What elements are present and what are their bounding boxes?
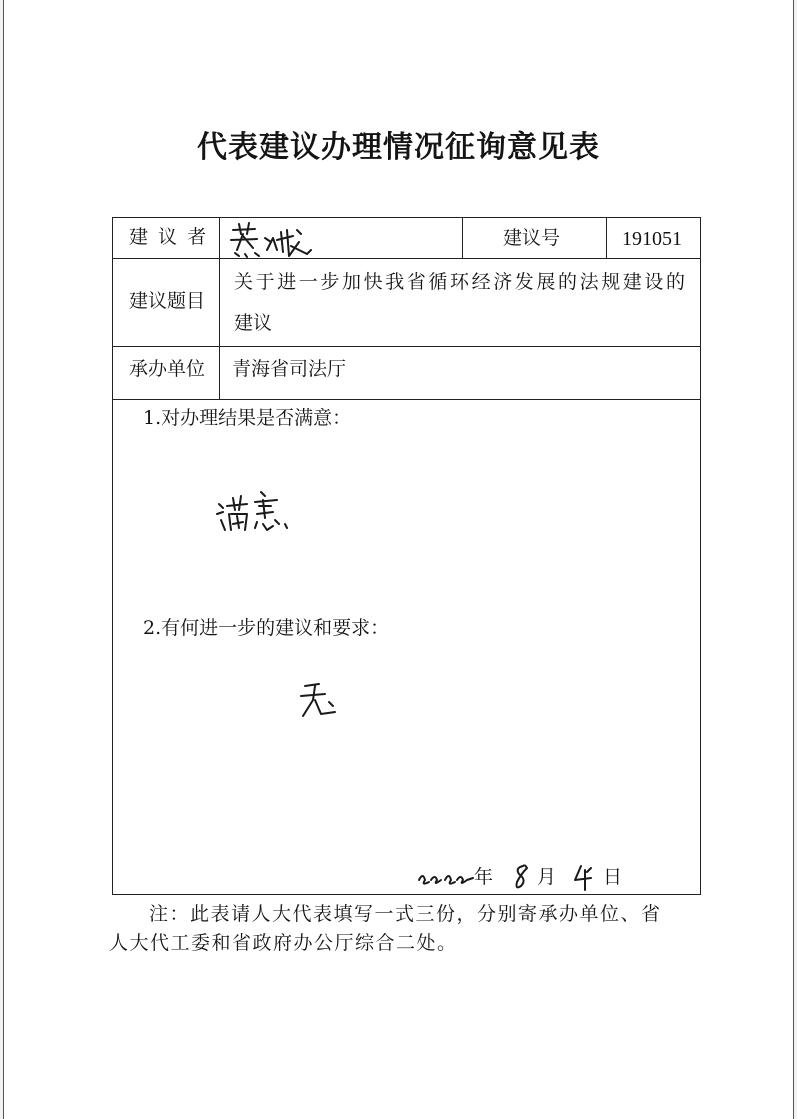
number-value: 191051 (622, 228, 682, 250)
question-1: 1.对办理结果是否满意： (143, 407, 352, 429)
document-page (3, 0, 794, 1119)
proposer-label: 建 议 者 (129, 226, 209, 248)
footnote-line-2: 人大代工委和省政府办公厅综合二处。 (109, 932, 458, 954)
date-month-handwriting (511, 862, 533, 892)
row-divider (113, 346, 700, 347)
row-divider (113, 258, 700, 259)
date-year-handwriting (417, 866, 477, 890)
unit-value: 青海省司法厅 (232, 358, 347, 380)
column-divider (219, 218, 220, 399)
row-divider (113, 399, 700, 400)
form-title: 代表建议办理情况征询意见表 (197, 130, 600, 165)
topic-line-1: 关于进一步加快我省循环经济发展的法规建设的 (234, 271, 688, 293)
date-month-suffix: 月 (537, 866, 557, 888)
answer-2-handwriting (295, 678, 345, 722)
column-divider (462, 218, 463, 258)
unit-label: 承办单位 (129, 358, 206, 380)
column-divider (606, 218, 607, 258)
topic-line-2: 建议 (234, 312, 273, 334)
number-label: 建议号 (503, 227, 561, 249)
date-year-suffix: 年 (474, 866, 494, 888)
date-day-handwriting (571, 862, 595, 892)
form-table (112, 217, 701, 895)
proposer-signature (225, 220, 315, 258)
footnote-line-1: 注：此表请人大代表填写一式三份，分别寄承办单位、省 (149, 903, 662, 925)
answer-1-handwriting (213, 484, 293, 534)
question-2: 2.有何进一步的建议和要求： (143, 617, 390, 639)
topic-label: 建议题目 (129, 290, 206, 312)
date-day-suffix: 日 (603, 866, 623, 888)
